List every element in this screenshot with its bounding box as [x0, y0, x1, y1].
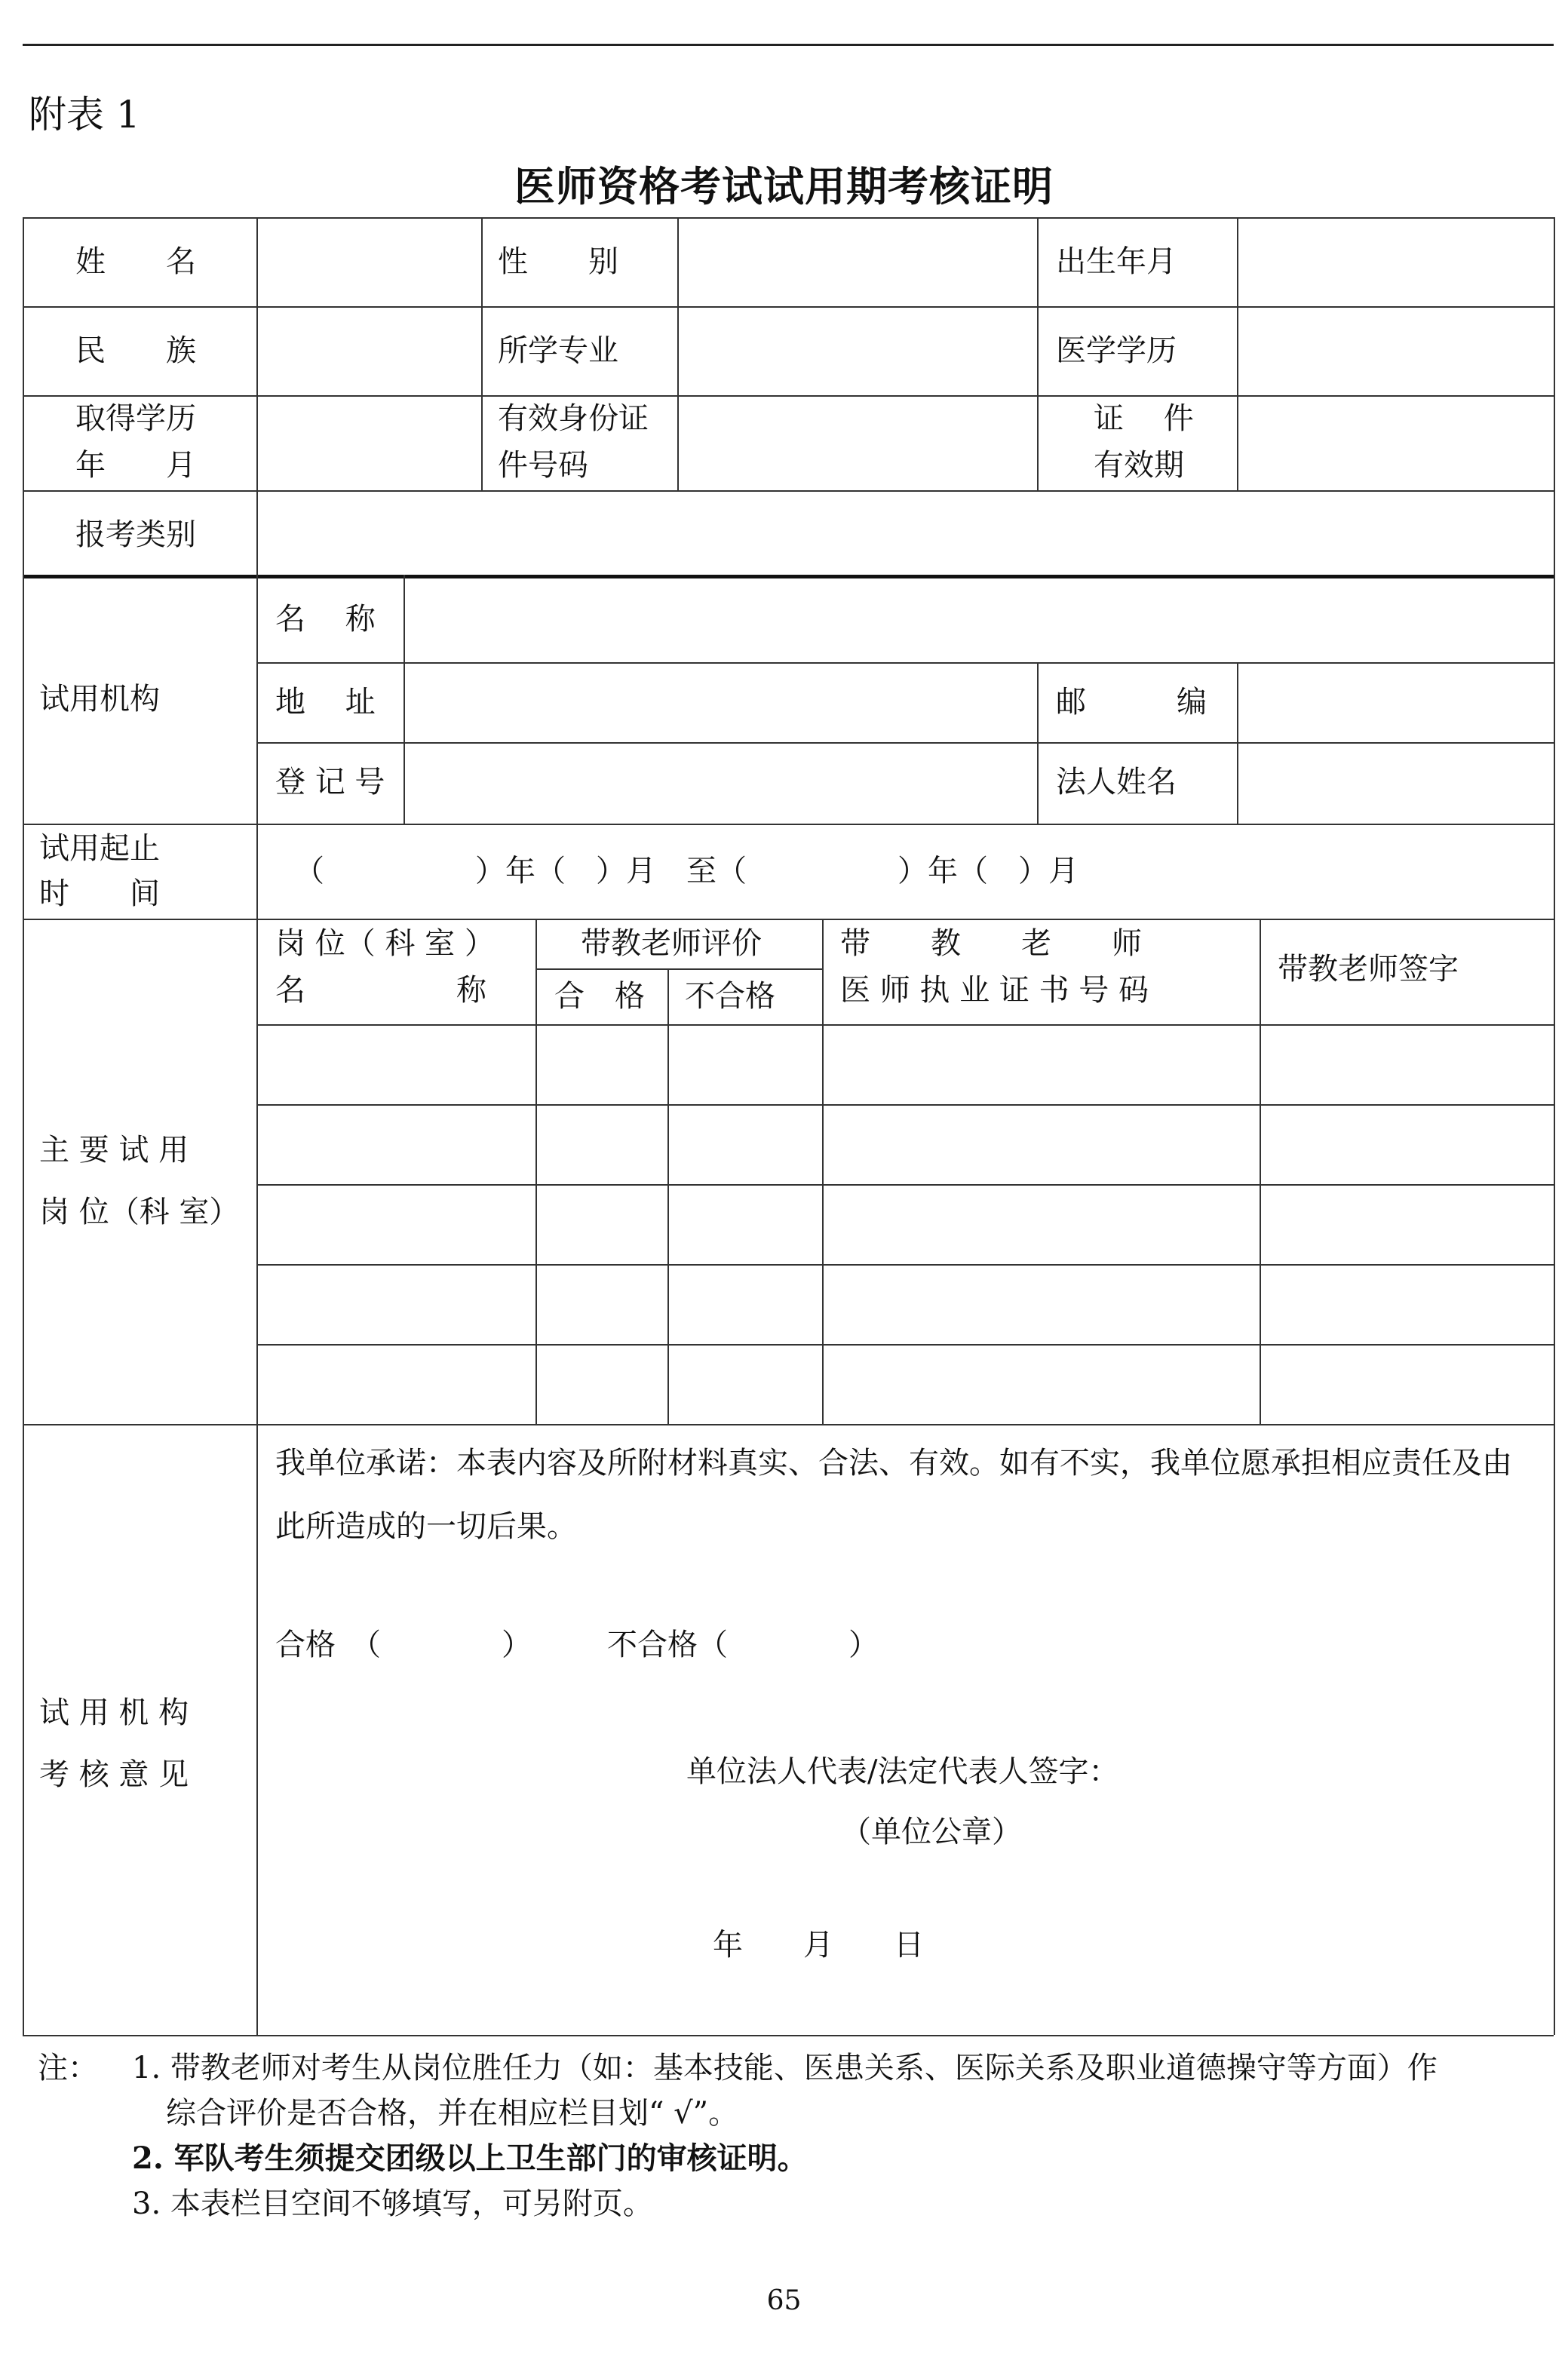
positions-section-label-line2: 岗 位（科 室） [39, 1195, 240, 1229]
col-signature-header: 带教老师签字 [1278, 952, 1459, 987]
col-evaluation-header: 带教老师评价 [581, 926, 762, 961]
id-number-label: 有效身份证 [498, 401, 649, 436]
id-validity-field[interactable] [1238, 397, 1552, 490]
col-license-header: 带 教 老 师 [840, 926, 1142, 961]
column-divider [1260, 919, 1261, 1424]
position-name-cell[interactable] [258, 1266, 534, 1344]
degree-date-field[interactable] [258, 397, 480, 490]
birth-date-label: 出生年月 [1056, 244, 1177, 279]
section-divider-bold [23, 575, 1555, 578]
column-divider [667, 968, 669, 1424]
row-divider [535, 968, 822, 970]
name-label: 姓 名 [75, 244, 196, 279]
exam-category-field[interactable] [258, 492, 1552, 575]
major-label: 所学专业 [498, 333, 618, 368]
period-value[interactable]: （ ）年（ ）月 至（ ）年（ ）月 [294, 854, 1079, 888]
date-label: 年 月 日 [713, 1928, 924, 1962]
note-2: 2. 军队考生须提交团级以上卫生部门的审核证明。 [132, 2140, 808, 2176]
column-divider [535, 919, 537, 1424]
positions-section-label: 主 要 试 用 [39, 1133, 189, 1168]
result-line[interactable]: 合格 （ ） 不合格（ ） [275, 1628, 879, 1662]
postcode-label: 邮 编 [1056, 685, 1207, 720]
name-field[interactable] [258, 219, 480, 306]
period-label: 试用起止 [39, 831, 160, 866]
col-license-header-line2: 医 师 执 业 证 书 号 码 [840, 973, 1149, 1008]
major-field[interactable] [679, 308, 1036, 395]
appendix-label: 附表 1 [29, 93, 140, 137]
note-1: 1. 带教老师对考生从岗位胜任力（如：基本技能、医患关系、医际关系及职业道德操守等方面）作 [132, 2051, 1438, 2085]
top-rule [23, 44, 1554, 46]
medical-education-label: 医学学历 [1056, 333, 1177, 368]
legal-person-field[interactable] [1238, 744, 1552, 824]
opinion-section-label: 试 用 机 构 [39, 1695, 189, 1730]
registration-number-field[interactable] [405, 744, 1036, 824]
postcode-field[interactable] [1238, 664, 1552, 742]
institution-address-label: 地 址 [275, 685, 376, 720]
note-1-line2: 综合评价是否合格，并在相应栏目划“ √”。 [166, 2096, 739, 2131]
column-divider [481, 217, 483, 490]
col-position-header: 岗 位（ 科 室 ） [275, 926, 495, 961]
institution-name-field[interactable] [405, 579, 1552, 662]
id-validity-label-line2: 有效期 [1094, 448, 1184, 483]
institution-section-label: 试用机构 [39, 682, 160, 717]
id-number-label-line2: 件号码 [498, 448, 588, 483]
column-divider [1037, 217, 1039, 490]
row-divider [23, 824, 1554, 825]
position-name-cell[interactable] [258, 1026, 534, 1104]
medical-education-field[interactable] [1238, 308, 1552, 395]
table-border-bottom [23, 2035, 1554, 2036]
ethnicity-label: 民 族 [75, 333, 196, 368]
page-number: 65 [766, 2285, 802, 2316]
institution-name-label: 名 称 [275, 602, 376, 637]
notes-prefix: 注： [38, 2051, 98, 2085]
opinion-section-label-line2: 考 核 意 见 [39, 1757, 189, 1792]
seal-label: （单位公章） [841, 1815, 1022, 1849]
col-pass-header: 合 格 [554, 979, 645, 1014]
degree-date-label: 取得学历 [75, 401, 196, 436]
exam-category-label: 报考类别 [75, 517, 196, 552]
id-validity-label: 证 件 [1094, 401, 1194, 436]
commitment-text: 我单位承诺：本表内容及所附材料真实、合法、有效。如有不实，我单位愿承担相应责任及由此所造成的一切后果。 [275, 1446, 1512, 1544]
position-name-cell[interactable] [258, 1186, 534, 1264]
page-title: 医师资格考试试用期考核证明 [514, 162, 1054, 210]
row-divider [23, 1424, 1554, 1425]
table-border-left [23, 217, 24, 2035]
registration-number-label: 登 记 号 [275, 765, 385, 799]
ethnicity-field[interactable] [258, 308, 480, 395]
degree-date-label-line2: 年 月 [75, 448, 196, 483]
col-position-header-line2: 名 称 [275, 973, 486, 1008]
legal-person-label: 法人姓名 [1056, 765, 1177, 799]
column-divider [1037, 662, 1039, 824]
note-3: 3. 本表栏目空间不够填写，可另附页。 [132, 2186, 653, 2221]
id-number-field[interactable] [679, 397, 1036, 490]
period-label-line2: 时 间 [39, 876, 160, 911]
gender-label: 性 别 [498, 244, 618, 279]
row-divider [23, 919, 1554, 920]
position-name-cell[interactable] [258, 1346, 534, 1424]
position-name-cell[interactable] [258, 1106, 534, 1184]
institution-address-field[interactable] [405, 664, 1036, 742]
table-border-right [1554, 217, 1555, 2035]
birth-date-field[interactable] [1238, 219, 1552, 306]
col-fail-header: 不合格 [685, 979, 775, 1014]
signature-label: 单位法人代表/法定代表人签字： [686, 1754, 1119, 1789]
gender-field[interactable] [679, 219, 1036, 306]
column-divider [822, 919, 824, 1424]
